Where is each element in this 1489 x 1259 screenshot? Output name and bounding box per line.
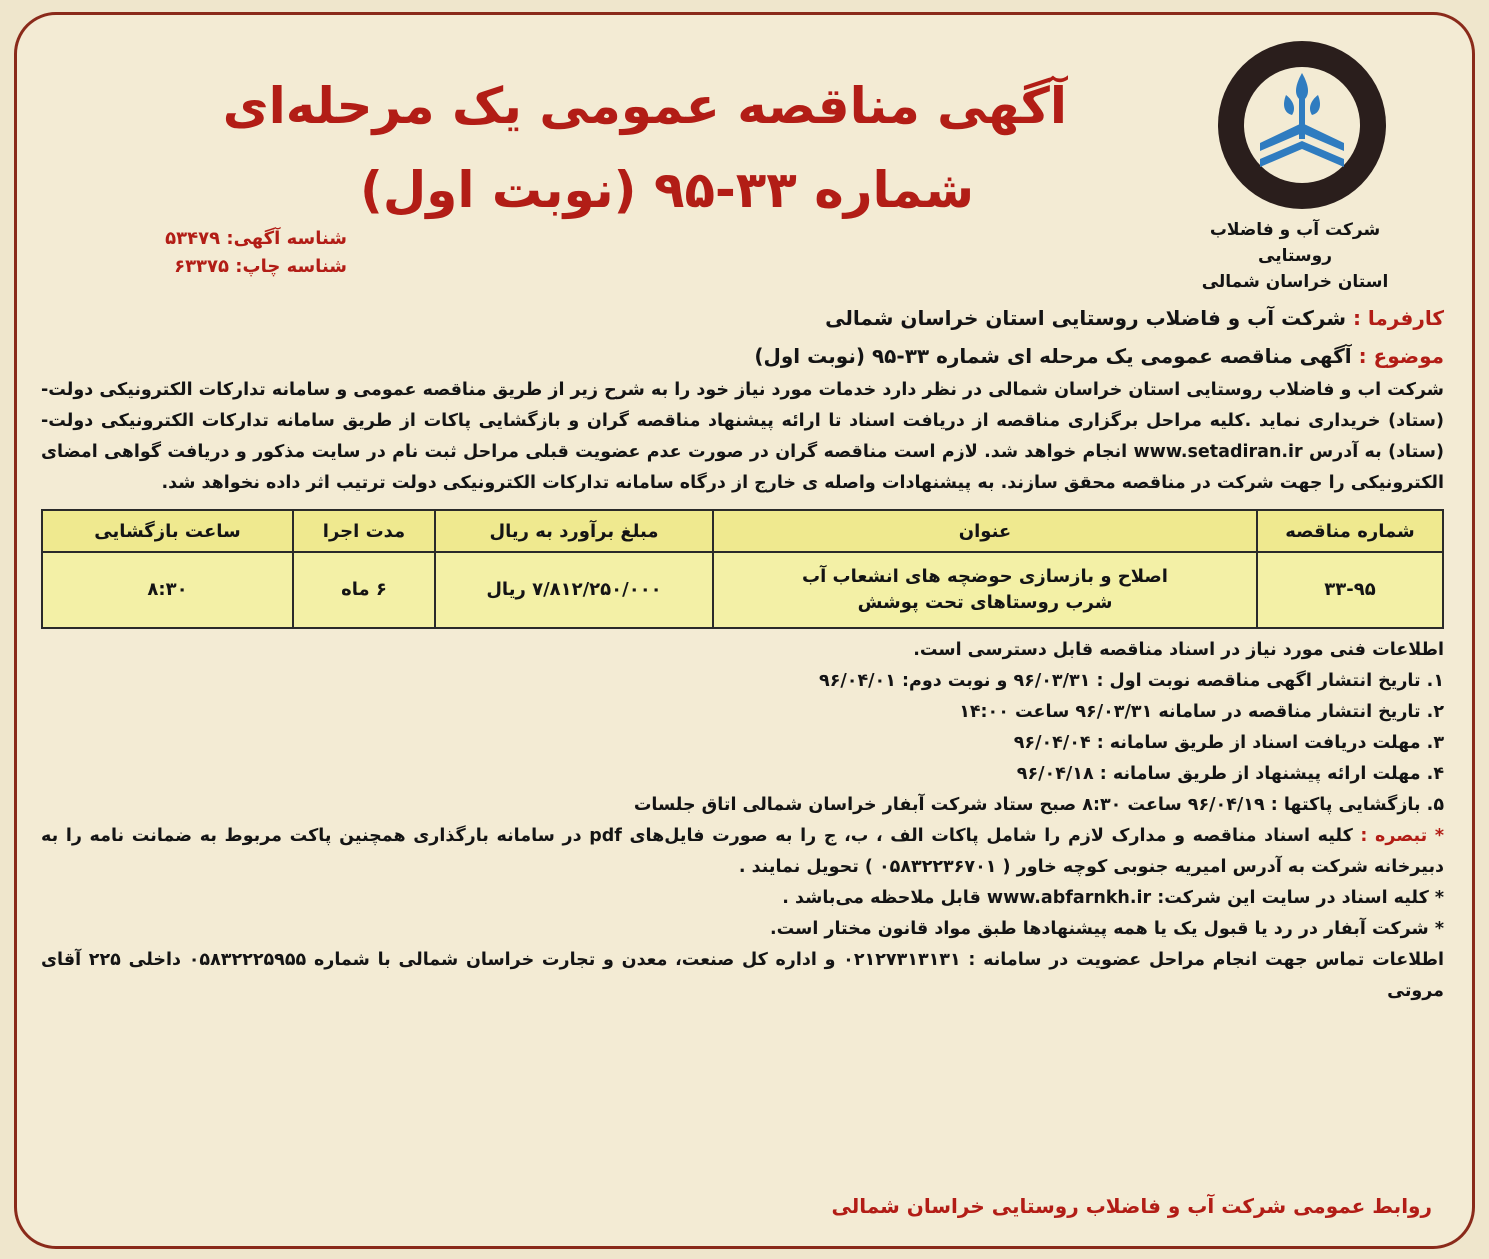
employer-label: کارفرما : — [1352, 306, 1444, 330]
employer-value: شرکت آب و فاضلاب روستایی استان خراسان شمالی — [825, 306, 1346, 330]
list-item: ۵. بازگشایی پاکتها : ۹۶/۰۴/۱۹ ساعت ۸:۳۰ صبح ستاد شرکت آبفار خراسان شمالی اتاق جلسات — [633, 795, 1444, 815]
subject-line — [41, 337, 1444, 375]
print-id: شناسه چاپ: ۶۳۳۷۵ — [174, 256, 347, 277]
main-title: آگهی مناقصه عمومی یک مرحله‌ای — [222, 77, 1067, 135]
header-opening: ساعت بازگشایی — [42, 510, 293, 552]
list-item: ۱. تاریخ انتشار اگهی مناقصه نوبت اول : ۹۶/۰۳/۳۱ و نوبت دوم: ۹۶/۰۴/۰۱ — [819, 671, 1444, 691]
rights-note: * شرکت آبفار در رد یا قبول یک یا همه پیشنهادها طبق مواد قانون مختار است. — [769, 919, 1444, 939]
header-amount: مبلغ برآورد به ریال — [435, 510, 713, 552]
header-title: عنوان — [713, 510, 1257, 552]
org-line-1: شرکت آب و فاضلاب روستایی — [1209, 220, 1381, 266]
table-row — [42, 552, 1443, 628]
public-relations-footer: روابط عمومی شرکت آب و فاضلاب روستایی خراسان شمالی — [831, 1194, 1432, 1218]
list-item: ۳. مهلت دریافت اسناد از طریق سامانه : ۹۶/۰۴/۰۴ — [1013, 733, 1444, 753]
header-duration: مدت اجرا — [293, 510, 435, 552]
organization-name — [1170, 217, 1420, 295]
contact-info: اطلاعات تماس جهت انجام مراحل عضویت در سامانه : ۰۲۱۲۷۳۱۳۱۳۱ و اداره کل صنعت، معدن و تجارت خراسان شمالی با شماره ۰۵۸۳۲۲۲۵۹۵۵ داخلی ۲۲۵ آقای مروتی — [41, 950, 1444, 1001]
water-company-logo — [1212, 35, 1392, 215]
note-label: * تبصره : — [1360, 826, 1445, 846]
cell-title — [713, 552, 1257, 628]
site-note: * کلیه اسناد در سایت این شرکت: www.abfarnkh.ir قابل ملاحظه می‌باشد . — [782, 888, 1444, 908]
ad-identifiers — [57, 225, 347, 281]
tender-number-title: شماره ۳۳-۹۵ (نوبت اول) — [360, 161, 974, 219]
info-intro: اطلاعات فنی مورد نیاز در اسناد مناقصه قابل دسترسی است. — [913, 640, 1444, 660]
table-header-row — [42, 510, 1443, 552]
cell-duration: ۶ ماه — [293, 552, 435, 628]
cell-amount: ۷/۸۱۲/۲۵۰/۰۰۰ ریال — [435, 552, 713, 628]
advertisement-body — [41, 299, 1444, 1007]
description-paragraph: شرکت اب و فاضلاب روستایی استان خراسان شمالی در نظر دارد خدمات مورد نیاز خود را به شرح زیر از طریق مناقصه عمومی و سامانه تدارکات الکترونیکی دولت- (ستاد) خریداری نماید .کلیه مراحل برگزاری مناقصه از دریافت اسناد تا ارائه پیشنهاد مناقصه گران و بازگشایی پاکات از طریق سامانه تدارکات الکترونیکی دولت- (ستاد) به آدرس www.setadiran.ir انجام خواهد شد. لازم است مناقصه گران در صورت عدم عضویت قبلی مراحل ثبت نام در سایت مذکور و دریافت گواهی امضای الکترونیکی را جهت شرکت در مناقصه محقق سازند. به پیشنهادات واصله ی خارج از درگاه سامانه تدارکات الکترونیکی دولت ترتیب اثر داده نخواهد شد. — [41, 380, 1444, 493]
list-item: ۲. تاریخ انتشار مناقصه در سامانه ۹۶/۰۳/۳۱ ساعت ۱۴:۰۰ — [959, 702, 1444, 722]
list-item: ۴. مهلت ارائه پیشنهاد از طریق سامانه : ۹۶/۰۴/۱۸ — [1016, 764, 1444, 784]
schedule-list — [41, 666, 1444, 821]
advertisement-frame — [14, 12, 1475, 1249]
subject-label: موضوع : — [1358, 344, 1444, 368]
ad-id: شناسه آگهی: ۵۳۴۷۹ — [165, 228, 347, 249]
employer-line — [41, 299, 1444, 337]
cell-opening: ۸:۳۰ — [42, 552, 293, 628]
cell-title-line-2: شرب روستاهای تحت پوشش — [857, 592, 1113, 613]
cell-title-line-1: اصلاح و بازسازی حوضچه های انشعاب آب — [802, 566, 1168, 587]
header-number: شماره مناقصه — [1257, 510, 1443, 552]
org-line-2: استان خراسان شمالی — [1201, 272, 1389, 292]
note-text: کلیه اسناد مناقصه و مدارک لازم را شامل پاکات الف ، ب، ج را به صورت فایل‌های pdf در سامانه بارگذاری همچنین پاکت مربوط به ضمانت نامه را به دبیرخانه شرکت به آدرس امیریه جنوبی کوچه خاور ( ۰۵۸۳۲۲۳۶۷۰۱ ) تحویل نمایند . — [41, 826, 1444, 877]
tender-table — [41, 509, 1444, 629]
note-paragraph — [41, 821, 1444, 883]
subject-value: آگهی مناقصه عمومی یک مرحله ای شماره ۳۳-۹۵ (نوبت اول) — [754, 344, 1352, 368]
cell-number: ۳۳-۹۵ — [1257, 552, 1443, 628]
